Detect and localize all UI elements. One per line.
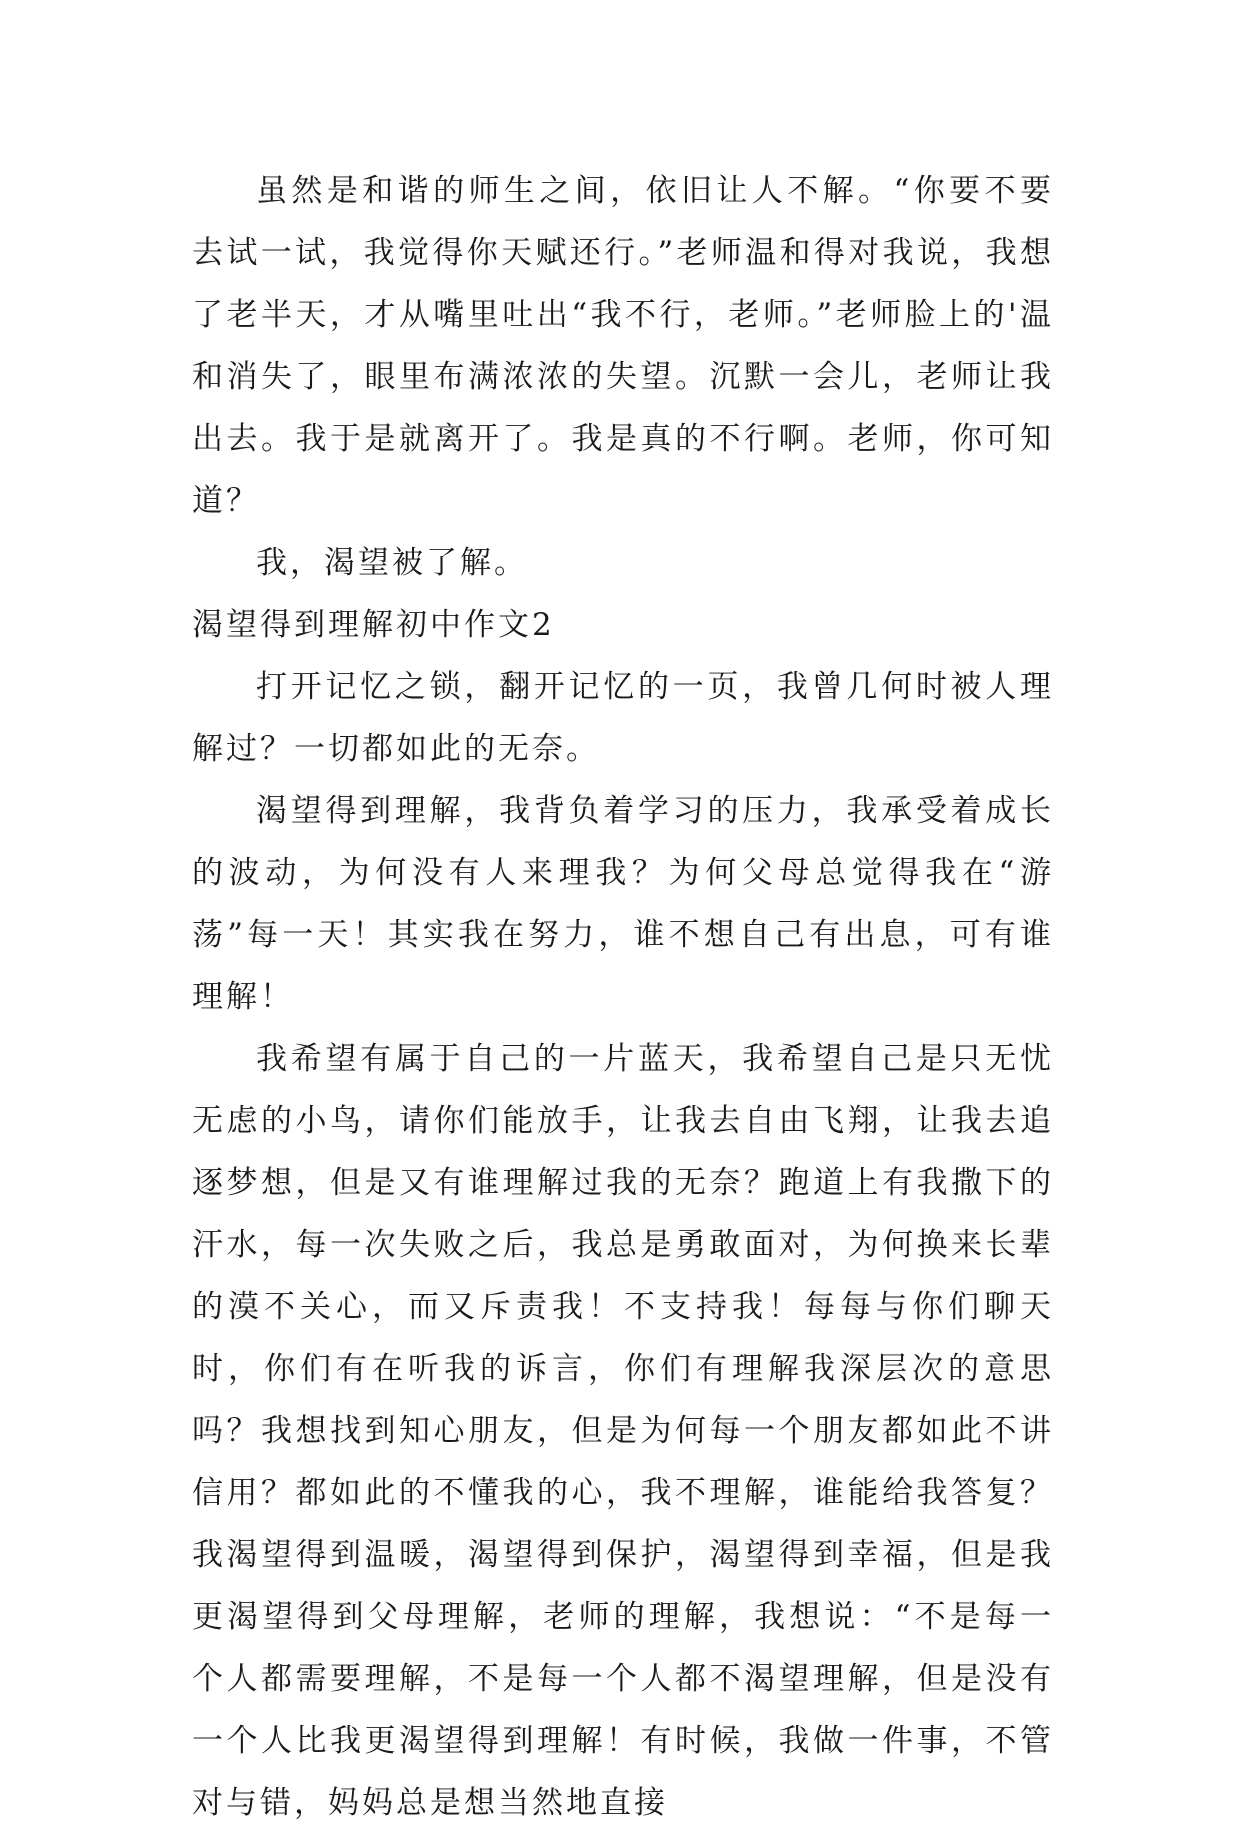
paragraph-study-pressure: 渴望得到理解，我背负着学习的压力，我承受着成长的波动，为何没有人来理我？为何父母总觉得我在“游荡”每一天！其实我在努力，谁不想自己有出息，可有谁理解！ bbox=[192, 793, 1054, 1015]
paragraph-blue-sky: 我希望有属于自己的一片蓝天，我希望自己是只无忧无虑的小鸟，请你们能放手，让我去自由飞翔，让我去追逐梦想，但是又有谁理解过我的无奈？跑道上有我撒下的汗水，每一次失败之后，我总是勇敢面对，为何换来长辈的漠不关心，而又斥责我！不支持我！每每与你们聊天时，你们有在听我的诉言，你们有理解我深层次的意思吗？我想找到知心朋友，但是为何每一个朋友都如此不讲信用？都如此的不懂我的心，我不理解，谁能给我答复？我渴望得到温暖，渴望得到保护，渴望得到幸福，但是我更渴望得到父母理解，老师的理解，我想说：“不是每一个人都需要理解，不是每一个人都不渴望理解，但是没有一个人比我更渴望得到理解！有时候，我做一件事，不管对与错，妈妈总是想当然地直接 bbox=[192, 1041, 1054, 1821]
section-heading: 渴望得到理解初中作文2 bbox=[192, 607, 555, 643]
paragraph-longing-understood: 我，渴望被了解。 bbox=[256, 545, 528, 581]
paragraph-teacher-dialogue: 虽然是和谐的师生之间，依旧让人不解。“你要不要去试一试，我觉得你天赋还行。”老师温和得对我说，我想了老半天，才从嘴里吐出“我不行，老师。”老师脸上的'温和消失了，眼里布满浓浓的失望。沉默一会儿，老师让我出去。我于是就离开了。我是真的不行啊。老师，你可知道？ bbox=[192, 173, 1054, 519]
paragraph-memory-lock: 打开记忆之锁，翻开记忆的一页，我曾几何时被人理解过？一切都如此的无奈。 bbox=[192, 669, 1054, 767]
document-body bbox=[192, 160, 1054, 1834]
